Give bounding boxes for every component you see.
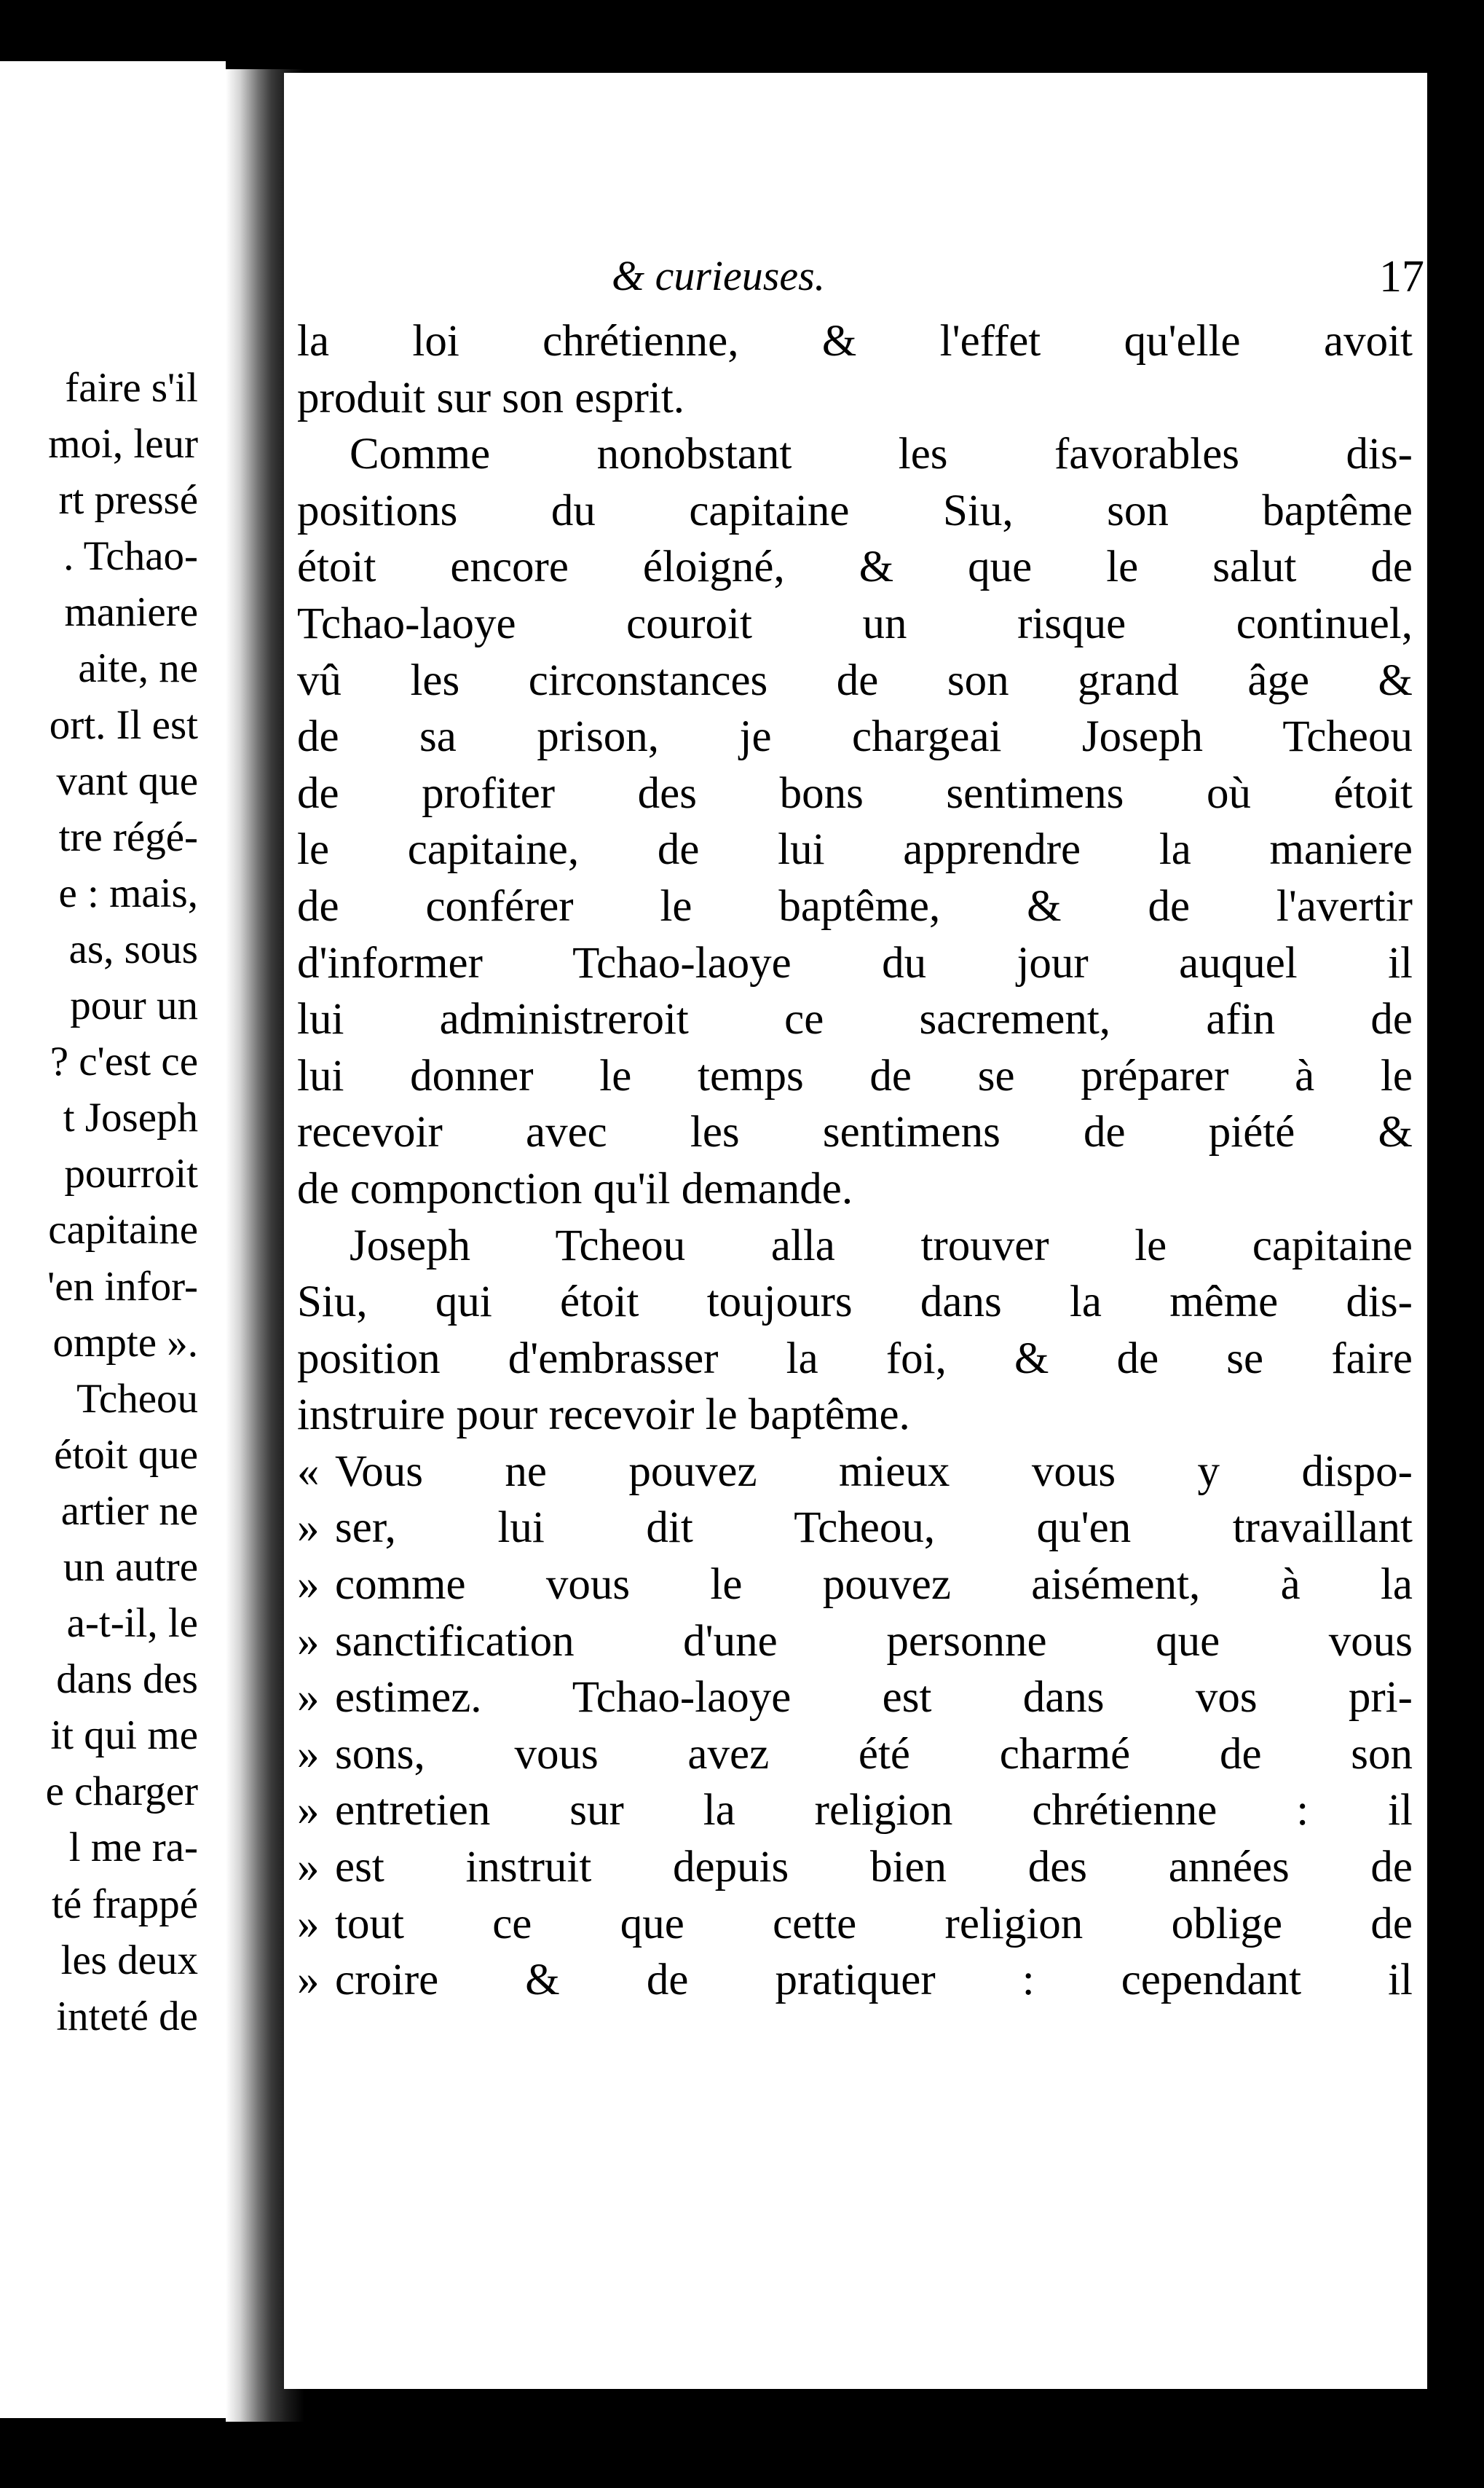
running-head-title: & curieuses. <box>612 252 826 299</box>
left-page-line: . Tchao- <box>63 533 198 580</box>
text-line: d'informer Tchao-laoye du jour auquel il <box>297 938 1413 988</box>
left-page-line: ompte ». <box>52 1319 198 1366</box>
quote-mark: » <box>297 1616 320 1666</box>
left-page-line: artier ne <box>60 1487 198 1534</box>
text-line: position d'embrasser la foi, & de se faire <box>297 1334 1413 1383</box>
line-text: ser, lui dit Tcheou, qu'en travaillant <box>335 1503 1413 1553</box>
left-page-line: t Joseph <box>63 1095 198 1141</box>
text-line <box>297 1839 1413 1896</box>
quote-mark: » <box>297 1956 320 2005</box>
quote-mark: « <box>297 1446 320 1496</box>
left-page-line: 'en infor- <box>47 1263 198 1310</box>
left-page-line: maniere <box>64 589 198 636</box>
left-page-line: capitaine <box>48 1207 198 1253</box>
quote-mark: » <box>297 1899 320 1948</box>
left-page-line: l me ra- <box>68 1824 198 1871</box>
text-line: instruire pour recevoir le baptême. <box>297 1390 910 1440</box>
line-text: sons, vous avez été charmé de son <box>335 1729 1413 1779</box>
quote-mark: » <box>297 1560 320 1610</box>
quote-mark: » <box>297 1843 320 1892</box>
text-line: de profiter des bons sentimens où étoit <box>297 768 1413 818</box>
left-page-line: a-t-il, le <box>66 1600 198 1647</box>
text-line: Comme nonobstant les favorables dis- <box>350 430 1413 479</box>
page-body-text <box>297 313 1413 2009</box>
text-line <box>297 1444 1413 1500</box>
line-text: Vous ne pouvez mieux vous y dispo- <box>335 1446 1413 1496</box>
quote-mark: » <box>297 1729 320 1779</box>
text-line <box>297 1613 1413 1670</box>
text-line <box>297 1896 1413 1953</box>
page-number: 17 <box>1379 252 1424 302</box>
left-page-line: vant que <box>56 757 198 804</box>
text-line <box>297 1952 1413 2009</box>
left-page-line: dans des <box>56 1656 198 1703</box>
left-page-line: rt pressé <box>58 477 198 524</box>
text-line: de componction qu'il demande. <box>297 1164 853 1213</box>
left-page-line: Tcheou <box>76 1375 198 1422</box>
left-page-line: tre régé- <box>58 814 198 860</box>
left-page-line: it qui me <box>50 1712 198 1759</box>
line-text: croire & de pratiquer : cependant il <box>335 1956 1413 2005</box>
text-line: lui administreroit ce sacrement, afin de <box>297 995 1413 1044</box>
text-line: produit sur son esprit. <box>297 373 685 422</box>
running-head <box>284 251 1427 317</box>
quote-mark: » <box>297 1503 320 1553</box>
text-line: Siu, qui étoit toujours dans la même dis- <box>297 1278 1413 1327</box>
text-line: étoit encore éloigné, & que le salut de <box>297 543 1413 592</box>
text-line <box>297 1669 1413 1726</box>
text-line <box>297 1500 1413 1556</box>
line-text: estimez. Tchao-laoye est dans vos pri- <box>335 1673 1413 1723</box>
line-text: est instruit depuis bien des années de <box>335 1843 1413 1892</box>
text-line: recevoir avec les sentimens de piété & <box>297 1108 1413 1157</box>
left-page-line: e charger <box>45 1768 198 1815</box>
quote-mark: » <box>297 1786 320 1835</box>
text-line: positions du capitaine Siu, son baptême <box>297 486 1413 535</box>
left-page-line: aite, ne <box>78 645 198 692</box>
left-page-line: e : mais, <box>58 870 198 916</box>
left-page-line: faire s'il <box>65 365 198 411</box>
left-page-line: moi, leur <box>48 421 198 468</box>
text-line <box>297 1726 1413 1783</box>
left-page-line: ort. Il est <box>49 701 198 748</box>
left-page-line: un autre <box>63 1543 198 1590</box>
left-page-line: as, sous <box>68 926 198 972</box>
text-line: la loi chrétienne, & l'effet qu'elle avoit <box>297 317 1413 366</box>
left-page-text <box>46 360 198 2044</box>
text-line <box>297 1782 1413 1839</box>
left-page-line: pour un <box>70 983 198 1029</box>
text-line: de sa prison, je chargeai Joseph Tcheou <box>297 712 1413 762</box>
right-page <box>284 73 1427 2389</box>
text-line: lui donner le temps de se préparer à le <box>297 1051 1413 1101</box>
text-line <box>297 1556 1413 1613</box>
text-line: vû les circonstances de son grand âge & <box>297 656 1413 705</box>
line-text: sanctification d'une personne que vous <box>335 1616 1413 1666</box>
text-line: Tchao-laoye couroit un risque continuel, <box>297 599 1413 648</box>
left-page-line: té frappé <box>52 1881 198 1927</box>
text-line: le capitaine, de lui apprendre la maniere <box>297 825 1413 875</box>
left-page-line: pourroit <box>64 1151 198 1197</box>
left-page-line: les deux <box>60 1937 198 1983</box>
line-text: tout ce que cette religion oblige de <box>335 1899 1413 1948</box>
quote-mark: » <box>297 1673 320 1723</box>
left-page-line: ? c'est ce <box>50 1039 198 1085</box>
line-text: entretien sur la religion chrétienne : il <box>335 1786 1413 1835</box>
left-page-line: inteté de <box>56 1993 198 2039</box>
text-line: de conférer le baptême, & de l'avertir <box>297 881 1413 931</box>
text-line: Joseph Tcheou alla trouver le capitaine <box>350 1221 1413 1270</box>
line-text: comme vous le pouvez aisément, à la <box>335 1560 1413 1610</box>
left-page-line: étoit que <box>54 1431 198 1478</box>
left-page <box>0 61 226 2418</box>
